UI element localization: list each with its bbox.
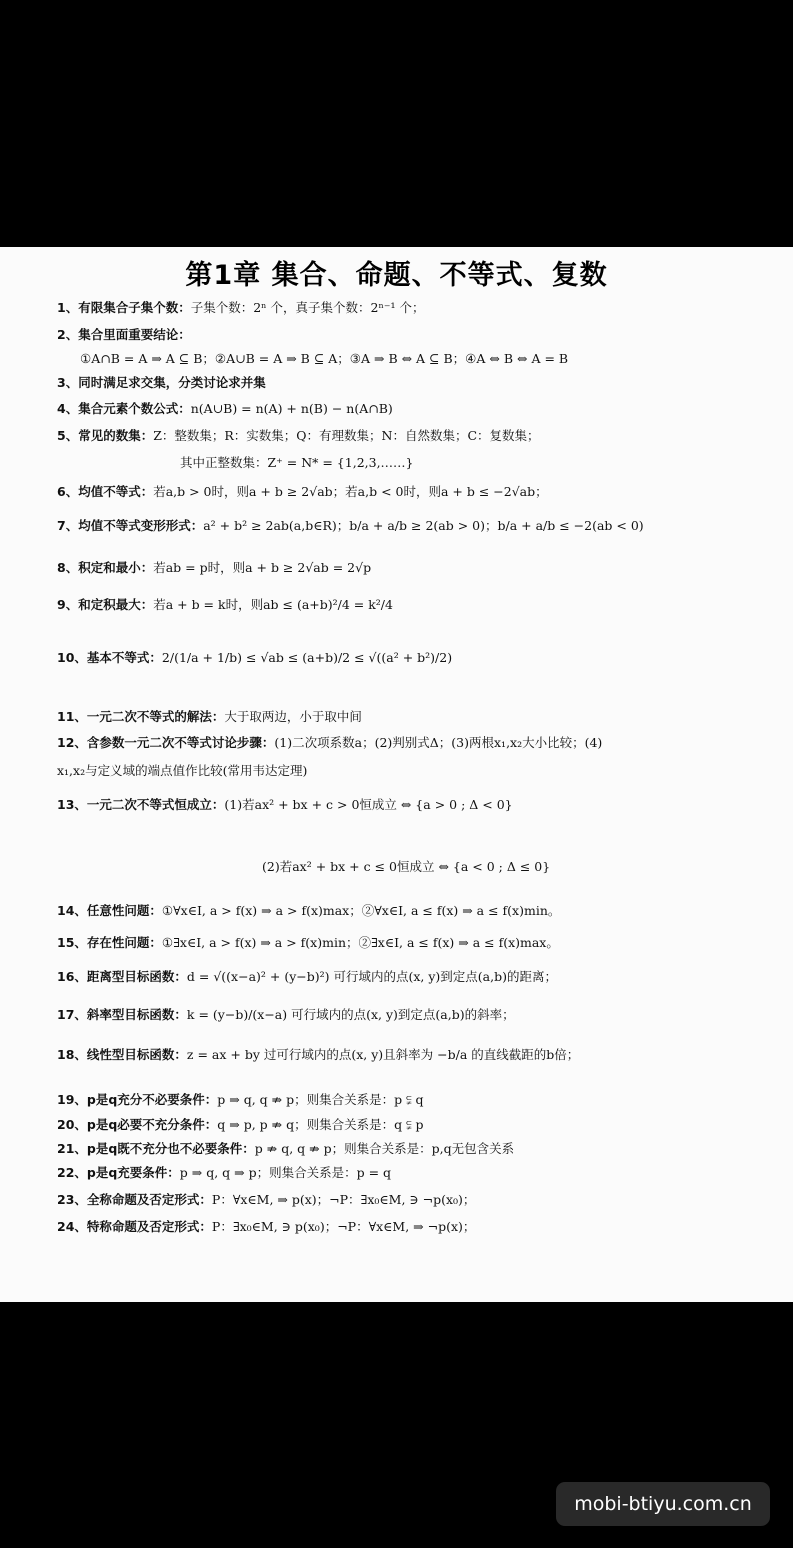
item-heading: 11、一元二次不等式的解法：	[57, 709, 225, 724]
formula-item	[57, 597, 763, 613]
item-heading: 10、基本不等式：	[57, 650, 162, 665]
item-heading: 2、集合里面重要结论：	[57, 327, 191, 342]
item-formula: P：∃x₀∈M, ∋ p(x₀)；¬P：∀x∈M, ⇒ ¬p(x)；	[211, 1219, 476, 1234]
item-heading: 24、特称命题及否定形式：	[57, 1219, 212, 1234]
item-formula: n(A∪B) = n(A) + n(B) − n(A∩B)	[190, 401, 393, 416]
formula-item	[57, 763, 763, 779]
item-formula: q ⇒ p, p ⇏ q；则集合关系是：q ⫋ p	[217, 1117, 424, 1132]
item-formula: (1)若ax² + bx + c > 0恒成立 ⇔ {a > 0 ; Δ < 0}	[224, 797, 513, 812]
item-formula: a² + b² ≥ 2ab(a,b∈R)；b/a + a/b ≥ 2(ab > 0)；b/a + a/b ≤ −2(ab < 0)	[203, 518, 644, 533]
item-formula: P：∀x∈M, ⇒ p(x)；¬P：∃x₀∈M, ∋ ¬p(x₀)；	[211, 1192, 476, 1207]
item-heading: 12、含参数一元二次不等式讨论步骤：	[57, 735, 275, 750]
watermark: mobi-btiyu.com.cn	[556, 1482, 770, 1526]
formula-item	[57, 935, 763, 951]
formula-item	[80, 351, 763, 367]
item-formula: 若a + b = k时，则ab ≤ (a+b)²/4 = k²/4	[153, 597, 393, 612]
item-heading: 1、有限集合子集个数：	[57, 300, 191, 315]
item-heading: 4、集合元素个数公式：	[57, 401, 191, 416]
item-heading: 20、p是q必要不充分条件：	[57, 1117, 218, 1132]
formula-item	[57, 735, 763, 751]
item-formula: p ⇒ q, q ⇏ p；则集合关系是：p ⫋ q	[217, 1092, 424, 1107]
item-formula: Z：整数集；R：实数集；Q：有理数集；N：自然数集；C：复数集；	[153, 428, 540, 443]
formula-item	[57, 375, 763, 391]
formula-item	[57, 797, 763, 813]
item-formula: 大于取两边，小于取中间	[224, 709, 362, 724]
item-heading: 23、全称命题及否定形式：	[57, 1192, 212, 1207]
document-page	[0, 247, 793, 1302]
item-formula: p ⇒ q, q ⇒ p；则集合关系是：p = q	[179, 1165, 392, 1180]
formula-item	[57, 1192, 763, 1208]
item-heading: 8、积定和最小：	[57, 560, 154, 575]
formula-item	[57, 1092, 763, 1108]
formula-item	[57, 484, 763, 500]
item-heading: 17、斜率型目标函数：	[57, 1007, 187, 1022]
formula-item	[57, 327, 763, 343]
formula-item	[57, 560, 763, 576]
item-formula: 其中正整数集：Z⁺ = N* = {1,2,3,……}	[180, 455, 414, 470]
item-formula: 若a,b > 0时，则a + b ≥ 2√ab；若a,b < 0时，则a + b ≤ −2√ab；	[153, 484, 548, 499]
formula-item	[57, 518, 763, 534]
formula-item	[57, 1117, 763, 1133]
formula-item	[57, 709, 763, 725]
item-formula: (1)二次项系数a；(2)判别式Δ；(3)两根x₁,x₂大小比较；(4)	[274, 735, 603, 750]
item-formula: (2)若ax² + bx + c ≤ 0恒成立 ⇔ {a < 0 ; Δ ≤ 0}	[262, 859, 551, 874]
item-formula: 2/(1/a + 1/b) ≤ √ab ≤ (a+b)/2 ≤ √((a² + b²)/2)	[161, 650, 453, 665]
item-heading: 13、一元二次不等式恒成立：	[57, 797, 225, 812]
item-formula: z = ax + by 过可行域内的点(x, y)且斜率为 −b/a 的直线截距的b倍；	[186, 1047, 580, 1062]
item-formula: ①∀x∈I, a > f(x) ⇒ a > f(x)max；②∀x∈I, a ≤ f(x) ⇒ a ≤ f(x)min。	[161, 903, 561, 918]
formula-item	[57, 903, 763, 919]
formula-item	[57, 1165, 763, 1181]
item-heading: 3、同时满足求交集，分类讨论求并集	[57, 375, 266, 390]
page-title: 第1章 集合、命题、不等式、复数	[185, 260, 608, 291]
item-heading: 19、p是q充分不必要条件：	[57, 1092, 218, 1107]
formula-item	[180, 455, 763, 471]
formula-item	[57, 650, 763, 666]
formula-item	[57, 1219, 763, 1235]
item-formula: p ⇏ q, q ⇏ p；则集合关系是：p,q无包含关系	[254, 1141, 515, 1156]
item-formula: 子集个数：2ⁿ 个，真子集个数：2ⁿ⁻¹ 个；	[190, 300, 425, 315]
formula-item	[57, 428, 763, 444]
formula-item	[57, 1047, 763, 1063]
formula-item	[57, 401, 763, 417]
item-formula: d = √((x−a)² + (y−b)²) 可行域内的点(x, y)到定点(a,b)的距离；	[186, 969, 557, 984]
item-heading: 9、和定积最大：	[57, 597, 154, 612]
item-formula: x₁,x₂与定义域的端点值作比较(常用韦达定理)	[57, 763, 308, 778]
item-heading: 14、任意性问题：	[57, 903, 162, 918]
formula-item	[57, 969, 763, 985]
item-heading: 21、p是q既不充分也不必要条件：	[57, 1141, 255, 1156]
item-heading: 7、均值不等式变形形式：	[57, 518, 204, 533]
formula-item	[262, 859, 763, 875]
item-heading: 22、p是q充要条件：	[57, 1165, 180, 1180]
formula-item	[57, 300, 763, 316]
formula-item	[57, 1141, 763, 1157]
formula-item	[57, 1007, 763, 1023]
item-heading: 5、常见的数集：	[57, 428, 154, 443]
item-formula: ①A∩B = A ⇒ A ⊆ B；②A∪B = A ⇒ B ⊆ A；③A ⇒ B ⇔ A ⊆ B；④A ⇔ B ⇔ A = B	[80, 351, 569, 366]
item-formula: 若ab = p时，则a + b ≥ 2√ab = 2√p	[153, 560, 372, 575]
item-heading: 18、线性型目标函数：	[57, 1047, 187, 1062]
item-heading: 16、距离型目标函数：	[57, 969, 187, 984]
item-formula: ①∃x∈I, a > f(x) ⇒ a > f(x)min；②∃x∈I, a ≤ f(x) ⇒ a ≤ f(x)max。	[161, 935, 559, 950]
item-heading: 6、均值不等式：	[57, 484, 154, 499]
item-formula: k = (y−b)/(x−a) 可行域内的点(x, y)到定点(a,b)的斜率；	[186, 1007, 515, 1022]
item-heading: 15、存在性问题：	[57, 935, 162, 950]
